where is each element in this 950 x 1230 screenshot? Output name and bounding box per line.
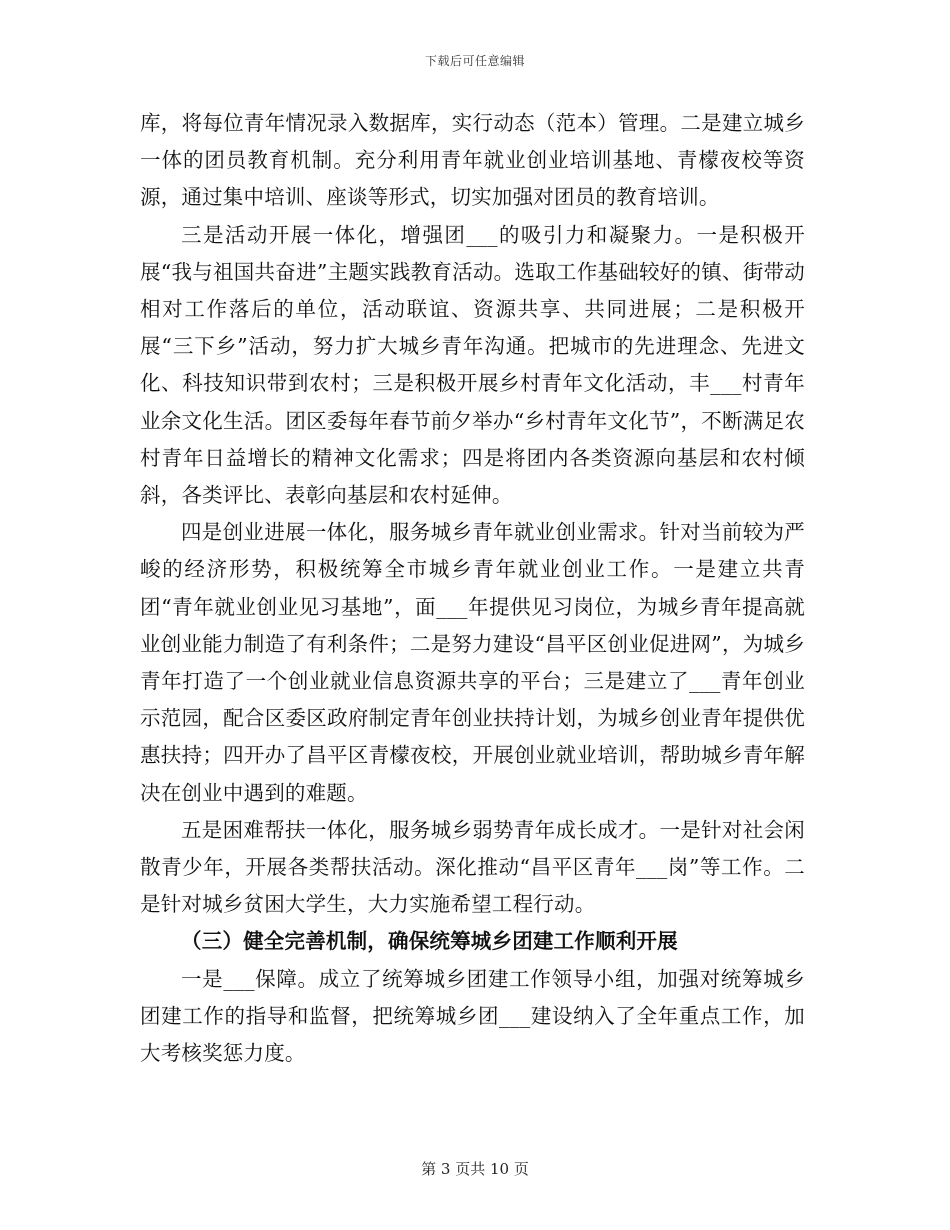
- paragraph-continuation: 库，将每位青年情况录入数据库，实行动态（范本）管理。二是建立城乡一体的团员教育机制。充分利用青年就业创业培训基地、青檬夜校等资源，通过集中培训、座谈等形式，切实加强对团员的教育培训。: [140, 111, 805, 210]
- paragraph-guarantee: 一是___保障。成立了统筹城乡团建工作领导小组，加强对统筹城乡团建工作的指导和监督，把统筹城乡团___建设纳入了全年重点工作，加大考核奖惩力度。: [140, 966, 805, 1066]
- paragraph-assistance-integration: 五是困难帮扶一体化，服务城乡弱势青年成长成才。一是针对社会闲散青少年，开展各类帮扶活动。深化推动“昌平区青年___岗”等工作。二是针对城乡贫困大学生，大力实施希望工程行动。: [140, 817, 805, 917]
- document-body: [140, 105, 805, 1072]
- section-heading-mechanism: （三）健全完善机制，确保统筹城乡团建工作顺利开展: [181, 929, 678, 954]
- page-number: 第 3 页共 10 页: [421, 1160, 529, 1178]
- paragraph-entrepreneurship-integration: 四是创业进展一体化，服务城乡青年就业创业需求。针对当前较为严峻的经济形势，积极统筹全市城乡青年就业创业工作。一是建立共青团“青年就业创业见习基地”，面___年提供见习岗位，为城乡青年提高就业创业能力制造了有利条件；二是努力建设“昌平区创业促进网”，为城乡青年打造了一个创业就业信息资源共享的平台；三是建立了___青年创业示范园，配合区委区政府制定青年创业扶持计划，为城乡创业青年提供优惠扶持；四开办了昌平区青檬夜校，开展创业就业培训，帮助城乡青年解决在创业中遇到的难题。: [140, 520, 805, 805]
- page-header-note: 下载后可任意编辑: [424, 54, 525, 68]
- paragraph-activity-integration: 三是活动开展一体化，增强团___的吸引力和凝聚力。一是积极开展“我与祖国共奋进”主题实践教育活动。选取工作基础较好的镇、街带动相对工作落后的单位，活动联谊、资源共享、共同进展；二是积极开展“三下乡”活动，努力扩大城乡青年沟通。把城市的先进理念、先进文化、科技知识带到农村；三是积极开展乡村青年文化活动，丰___村青年业余文化生活。团区委每年春节前夕举办“乡村青年文化节”，不断满足农村青年日益增长的精神文化需求；四是将团内各类资源向基层和农村倾斜，各类评比、表彰向基层和农村延伸。: [140, 222, 805, 508]
